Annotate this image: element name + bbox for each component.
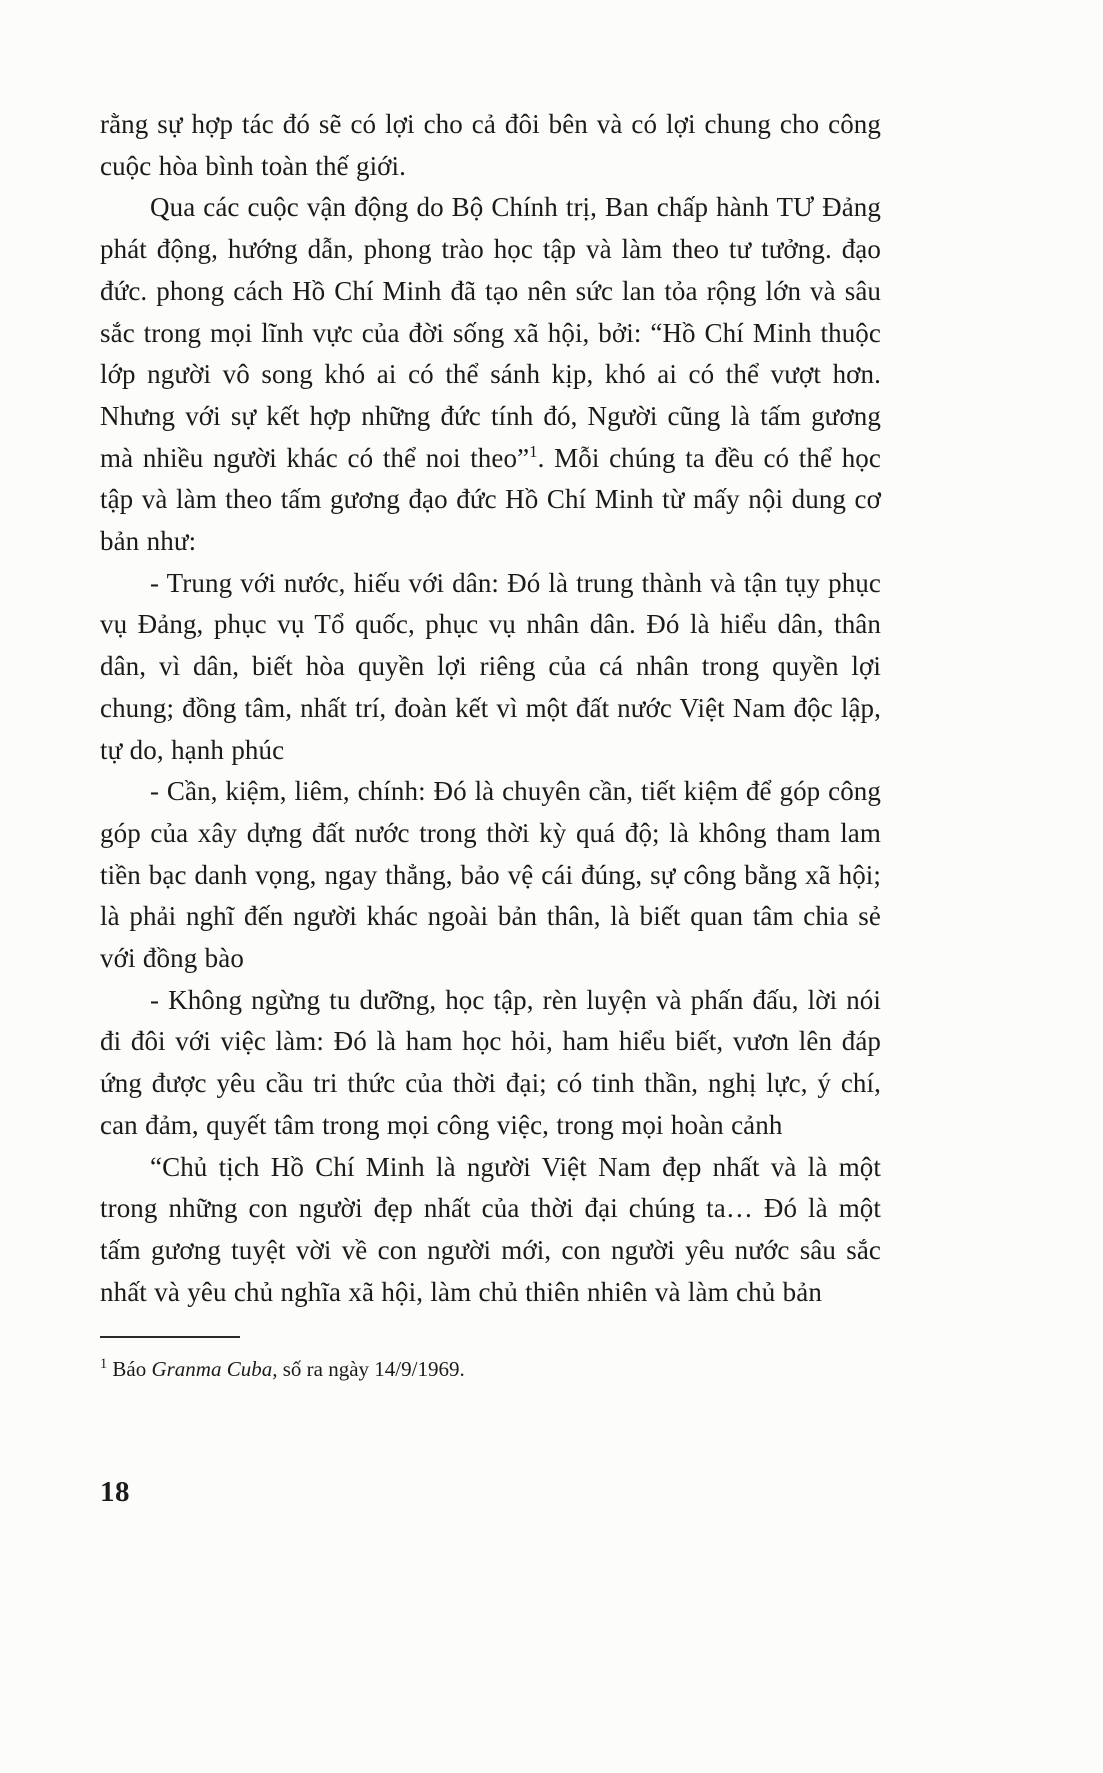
page-body [100,104,881,1313]
page-number: 18 [100,1476,130,1508]
paragraph-continuation: rằng sự hợp tác đó sẽ có lợi cho cả đôi bên và có lợi chung cho công cuộc hòa bình toàn thế giới. [100,109,881,181]
footnote-text-suffix: số ra ngày 14/9/1969. [277,1357,465,1381]
footnote-separator [100,1336,240,1338]
paragraph-quote: “Chủ tịch Hồ Chí Minh là người Việt Nam đẹp nhất và là một trong những con người đẹp nhất của thời đại chúng ta… Đó là một tấm gương tuyệt vời về con người mới, con người yêu nước sâu sắc nhất và yêu chủ nghĩa xã hội, làm chủ thiên nhiên và làm chủ bản [100,1151,881,1307]
paragraph [100,187,881,562]
footnote-area [100,1336,881,1384]
footnote [100,1354,881,1384]
paragraph-list-item: - Cần, kiệm, liêm, chính: Đó là chuyên cần, tiết kiệm để góp công góp của xây dựng đất nước trong thời kỳ quá độ; là không tham lam tiền bạc danh vọng, ngay thẳng, bảo vệ cái đúng, sự công bằng xã hội; là phải nghĩ đến người khác ngoài bản thân, là biết quan tâm chia sẻ với đồng bào [100,776,881,974]
footnote-reference: 1 [529,441,538,461]
footnote-marker: 1 [100,1356,108,1372]
paragraph-list-item: - Trung với nước, hiếu với dân: Đó là trung thành và tận tụy phục vụ Đảng, phục vụ Tổ quốc, phục vụ nhân dân. Đó là hiểu dân, thân dân, vì dân, biết hòa quyền lợi riêng của cá nhân trong quyền lợi chung; đồng tâm, nhất trí, đoàn kết vì một đất nước Việt Nam độc lập, tự do, hạnh phúc [100,567,881,765]
paragraph-text: Qua các cuộc vận động do Bộ Chính trị, Ban chấp hành TƯ Đảng phát động, hướng dẫn, phong trào học tập và làm theo tư tưởng. đạo đức. phong cách Hồ Chí Minh đã tạo nên sức lan tỏa rộng lớn và sâu sắc trong mọi lĩnh vực của đời sống xã hội, bởi: “Hồ Chí Minh thuộc lớp người vô song khó ai có thể sánh kịp, khó ai có thể vượt hơn. Nhưng với sự kết hợp những đức tính đó, Người cũng là tấm gương mà nhiều người khác có thể noi theo” [100,192,881,473]
paragraph-list-item: - Không ngừng tu dưỡng, học tập, rèn luyện và phấn đấu, lời nói đi đôi với việc làm: Đó là ham học hỏi, ham hiểu biết, vươn lên đáp ứng được yêu cầu tri thức của thời đại; có tinh thần, nghị lực, ý chí, can đảm, quyết tâm trong mọi công việc, trong mọi hoàn cảnh [100,984,881,1140]
paragraph-text: . Mỗi chúng ta đều có thể học tập và làm theo tấm gương đạo đức Hồ Chí Minh từ mấy nội dung cơ bản như: [100,442,881,557]
footnote-text-prefix: Báo [107,1357,152,1381]
footnote-work-title: Granma Cuba, [151,1357,278,1381]
